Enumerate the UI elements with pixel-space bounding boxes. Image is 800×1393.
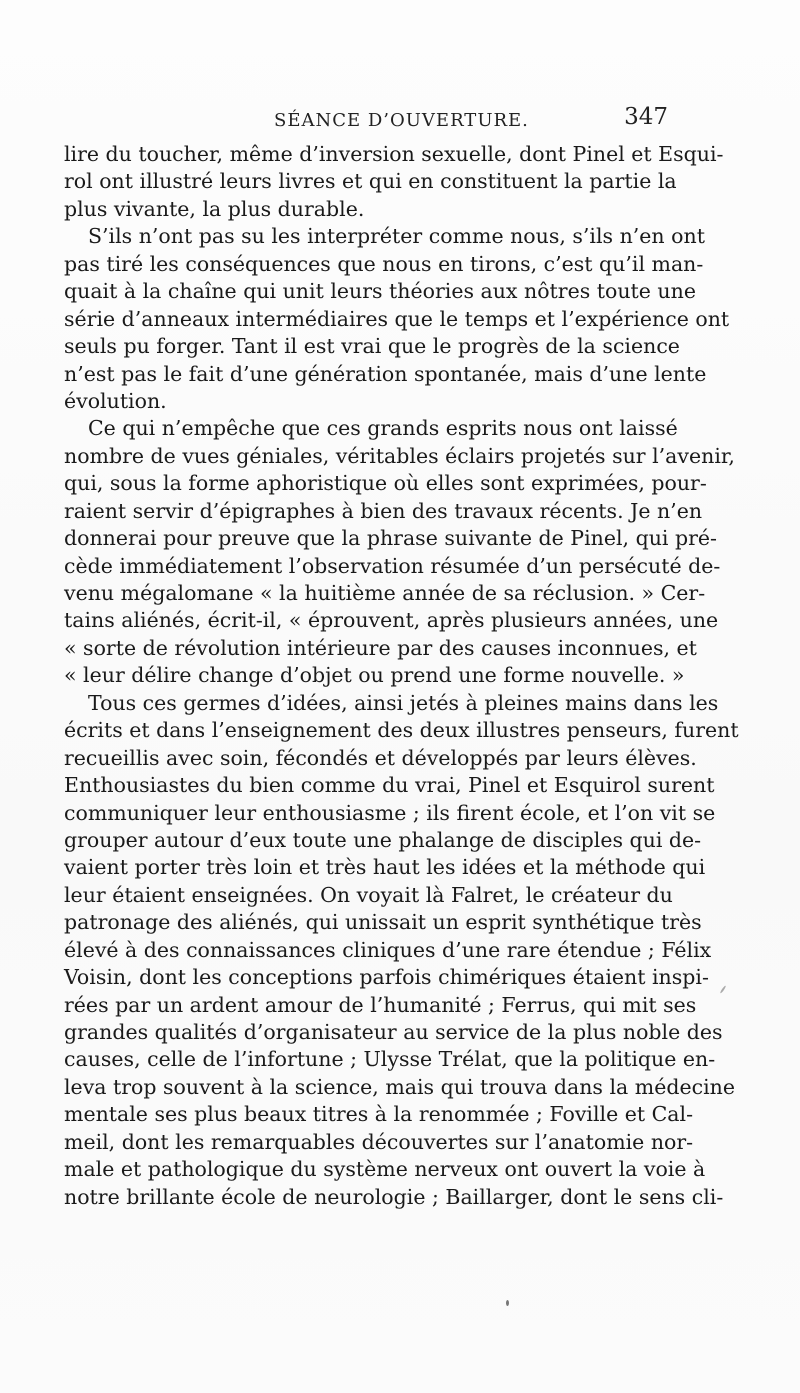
- text-line: série d’anneaux intermédiaires que le temps et l’expérience ont: [64, 306, 730, 331]
- text-line: mentale ses plus beaux titres à la renommée ; Foville et Cal-: [64, 1102, 694, 1127]
- body-text: [64, 141, 739, 1211]
- text-line: pas tiré les conséquences que nous en tirons, c’est qu’il man-: [64, 251, 704, 276]
- text-line: grandes qualités d’organisateur au service de la plus noble des: [64, 1020, 723, 1044]
- text-line: seuls pu forger. Tant il est vrai que le progrès de la science: [64, 334, 680, 359]
- text-line: S’ils n’ont pas su les interpréter comme nous, s’ils n’en ont: [88, 224, 705, 249]
- text-line: nombre de vues géniales, véritables éclairs projetés sur l’avenir,: [64, 443, 735, 468]
- text-line: n’est pas le fait d’une génération spontanée, mais d’une lente: [64, 361, 707, 386]
- text-line: qui, sous la forme aphoristique où elles sont exprimées, pour-: [64, 471, 707, 496]
- text-line: quait à la chaîne qui unit leurs théories aux nôtres toute une: [64, 279, 696, 304]
- text-line: vaient porter très loin et très haut les idées et la méthode qui: [64, 855, 706, 880]
- text-line: grouper autour d’eux toute une phalange de disciples qui de-: [64, 827, 702, 852]
- text-line: communiquer leur enthousiasme ; ils firent école, et l’on vit se: [64, 800, 716, 825]
- text-line: venu mégalomane « la huitième année de sa réclusion. » Cer-: [64, 581, 706, 605]
- text-line: Tous ces germes d’idées, ainsi jetés à pleines mains dans les: [88, 690, 719, 715]
- text-line: lire du toucher, même d’inversion sexuelle, dont Pinel et Esqui-: [64, 142, 724, 166]
- scan-speck: [720, 985, 727, 994]
- text-line: meil, dont les remarquables découvertes sur l’anatomie nor-: [64, 1129, 694, 1154]
- text-line: raient servir d’épigraphes à bien des travaux récents. Je n’en: [64, 498, 703, 523]
- text-line: plus vivante, la plus durable.: [64, 196, 365, 221]
- page-number: 347: [624, 104, 668, 130]
- text-line: recueillis avec soin, fécondés et développés par leurs élèves.: [64, 745, 697, 770]
- text-line: « leur délire change d’objet ou prend une forme nouvelle. »: [64, 663, 685, 688]
- text-line: donnerai pour preuve que la phrase suivante de Pinel, qui pré-: [64, 526, 717, 551]
- running-head: SÉANCE D’OUVERTURE.: [274, 110, 529, 131]
- text-line: élevé à des connaissances cliniques d’une rare étendue ; Félix: [64, 937, 712, 962]
- text-line: rol ont illustré leurs livres et qui en constituent la partie la: [64, 169, 677, 194]
- text-line: leva trop souvent à la science, mais qui trouva dans la médecine: [64, 1074, 735, 1099]
- text-line: causes, celle de l’infortune ; Ulysse Trélat, que la politique en-: [64, 1047, 716, 1072]
- text-line: Enthousiastes du bien comme du vrai, Pinel et Esquirol surent: [64, 773, 715, 798]
- text-line: « sorte de révolution intérieure par des causes inconnues, et: [64, 635, 697, 660]
- text-line: notre brillante école de neurologie ; Baillarger, dont le sens cli-: [64, 1184, 724, 1209]
- text-line: male et pathologique du système nerveux ont ouvert la voie à: [64, 1157, 706, 1182]
- text-line: rées par un ardent amour de l’humanité ; Ferrus, qui mit ses: [64, 992, 697, 1017]
- text-line: Ce qui n’empêche que ces grands esprits nous ont laissé: [88, 416, 678, 441]
- scan-speck: [506, 1300, 509, 1306]
- text-line: leur étaient enseignées. On voyait là Falret, le créateur du: [64, 882, 673, 907]
- text-line: Voisin, dont les conceptions parfois chimériques étaient inspi-: [64, 965, 709, 990]
- text-line: tains aliénés, écrit-il, « éprouvent, après plusieurs années, une: [64, 608, 719, 633]
- text-line: écrits et dans l’enseignement des deux illustres penseurs, furent: [64, 718, 739, 743]
- text-line: patronage des aliénés, qui unissait un esprit synthétique très: [64, 910, 702, 935]
- text-line: cède immédiatement l’observation résumée d’un persécuté de-: [64, 553, 721, 578]
- page-header: [64, 104, 668, 134]
- text-line: évolution.: [64, 388, 167, 413]
